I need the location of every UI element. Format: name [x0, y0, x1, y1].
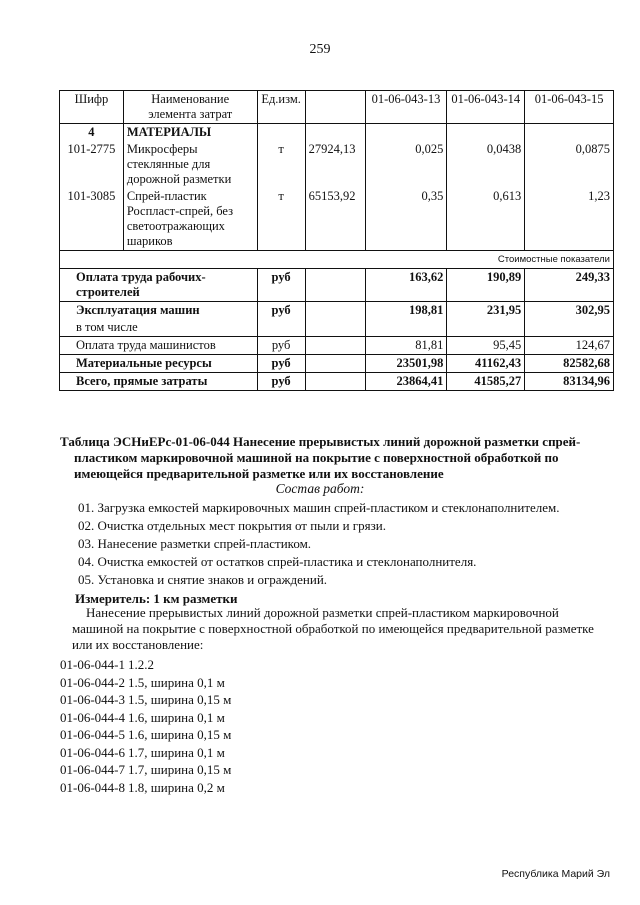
material-name: Спрей-пластик Роспласт-спрей, без светоотражающих шариков [123, 188, 257, 251]
list-item: 02. Очистка отдельных мест покрытия от пыли и грязи. [78, 518, 386, 533]
list-item [60, 691, 231, 709]
material-value-15: 1,23 [525, 188, 614, 251]
summary-value-15: 83134,96 [525, 373, 614, 391]
summary-value-13: 23501,98 [365, 355, 447, 373]
summary-label: Материальные ресурсы [60, 355, 258, 373]
list-item: 01. Загрузка емкостей маркировочных машин спрей-пластиком и стеклонаполнителем. [78, 500, 560, 515]
material-value-13: 0,025 [365, 141, 447, 188]
list-item: 04. Очистка емкостей от остатков спрей-пластика и стеклонаполнителя. [78, 554, 477, 569]
summary-row [60, 337, 614, 355]
measure-unit: Измеритель: 1 км разметки [75, 591, 238, 606]
summary-unit: руб [257, 355, 305, 373]
summary-row [60, 319, 614, 337]
code-number: 01-06-044-6 [60, 744, 125, 760]
list-item [60, 779, 231, 797]
summary-label: Оплата труда рабочих-строителей [60, 269, 258, 302]
header-col-13: 01-06-043-13 [365, 91, 447, 124]
material-unit: т [257, 188, 305, 251]
code-text: 1.7, ширина 0,15 м [128, 762, 232, 777]
summary-value-14: 190,89 [447, 269, 525, 302]
summary-label: Оплата труда машинистов [60, 337, 258, 355]
summary-label: в том числе [60, 319, 258, 337]
table-row [60, 141, 614, 188]
material-unit: т [257, 141, 305, 188]
material-code: 101-2775 [60, 141, 124, 188]
code-text: 1.5, ширина 0,1 м [128, 674, 225, 690]
header-col-15: 01-06-043-15 [525, 91, 614, 124]
code-number: 01-06-044-4 [60, 709, 125, 725]
list-item [60, 726, 231, 744]
summary-unit: руб [257, 373, 305, 391]
material-value-14: 0,613 [447, 188, 525, 251]
material-code: 101-3085 [60, 188, 124, 251]
code-text: 1.2.2 [128, 657, 154, 672]
cost-indicators-label: Стоимостные показатели [60, 251, 614, 269]
code-number: 01-06-044-3 [60, 692, 125, 707]
table-title-line1: Таблица ЭСНиЕРс-01-06-044 Нанесение прерывистых линий дорожной разметки спрей- [60, 434, 581, 449]
summary-unit: руб [257, 337, 305, 355]
summary-value-15: 82582,68 [525, 355, 614, 373]
summary-row [60, 355, 614, 373]
material-value-14: 0,0438 [447, 141, 525, 188]
section-name: МАТЕРИАЛЫ [123, 124, 257, 142]
cost-indicators-row [60, 251, 614, 269]
page-number: 259 [309, 42, 331, 57]
section-code: 4 [60, 124, 124, 142]
code-number: 01-06-044-5 [60, 727, 125, 742]
code-number: 01-06-044-2 [60, 674, 125, 690]
list-item [60, 761, 231, 779]
table-title-line2: пластиком маркировочной машиной на покрытие с поверхностной обработкой по [74, 450, 559, 465]
table-title [60, 434, 620, 482]
summary-label: Эксплуатация машин [60, 302, 258, 320]
work-list [78, 499, 560, 589]
summary-value-14: 41585,27 [447, 373, 525, 391]
list-item [60, 674, 231, 692]
summary-unit: руб [257, 269, 305, 302]
list-item: 03. Нанесение разметки спрей-пластиком. [78, 536, 312, 551]
material-name: Микросферы стеклянные для дорожной разметки [123, 141, 257, 188]
list-item [60, 744, 231, 762]
summary-label: Всего, прямые затраты [60, 373, 258, 391]
header-col-14: 01-06-043-14 [447, 91, 525, 124]
summary-value-14: 95,45 [447, 337, 525, 355]
code-text: 1.6, ширина 0,1 м [128, 709, 225, 725]
material-price: 65153,92 [305, 188, 365, 251]
summary-value-13: 198,81 [365, 302, 447, 320]
code-list [60, 656, 231, 796]
summary-value-14: 231,95 [447, 302, 525, 320]
code-number: 01-06-044-8 [60, 779, 125, 795]
list-item [60, 709, 231, 727]
summary-value-14: 41162,43 [447, 355, 525, 373]
material-value-15: 0,0875 [525, 141, 614, 188]
summary-row [60, 373, 614, 391]
footer-region: Республика Марий Эл [501, 868, 610, 880]
header-unit: Ед.изм. [257, 91, 305, 124]
summary-value-15: 302,95 [525, 302, 614, 320]
code-text: 1.8, ширина 0,2 м [128, 779, 225, 795]
summary-value-13: 23864,41 [365, 373, 447, 391]
summary-row [60, 302, 614, 320]
summary-value-15: 124,67 [525, 337, 614, 355]
summary-value-13: 163,62 [365, 269, 447, 302]
table-title-line3: имеющейся предварительной разметке или их восстановление [74, 466, 444, 481]
summary-value-13: 81,81 [365, 337, 447, 355]
header-code: Шифр [60, 91, 124, 124]
work-composition-title: Состав работ: [275, 481, 365, 496]
code-number: 01-06-044-7 [60, 762, 125, 777]
section-row [60, 124, 614, 142]
code-text: 1.6, ширина 0,15 м [128, 727, 232, 742]
summary-value-15: 249,33 [525, 269, 614, 302]
resource-table [59, 90, 614, 391]
table-row [60, 188, 614, 251]
code-text: 1.5, ширина 0,15 м [128, 692, 232, 707]
code-number: 01-06-044-1 [60, 657, 125, 672]
header-price [305, 91, 365, 124]
summary-unit: руб [257, 302, 305, 320]
code-text: 1.7, ширина 0,1 м [128, 744, 225, 760]
summary-row [60, 269, 614, 302]
material-value-13: 0,35 [365, 188, 447, 251]
description: Нанесение прерывистых линий дорожной разметки спрей-пластиком маркировочной машиной на покрытие с поверхностной обработкой по имеющейся предварительной разметке или их восстановление: [72, 605, 594, 652]
table-header-row [60, 91, 614, 124]
list-item: 05. Установка и снятие знаков и ограждений. [78, 572, 328, 587]
list-item [60, 656, 231, 674]
material-price: 27924,13 [305, 141, 365, 188]
header-name: Наименование элемента затрат [123, 91, 257, 124]
